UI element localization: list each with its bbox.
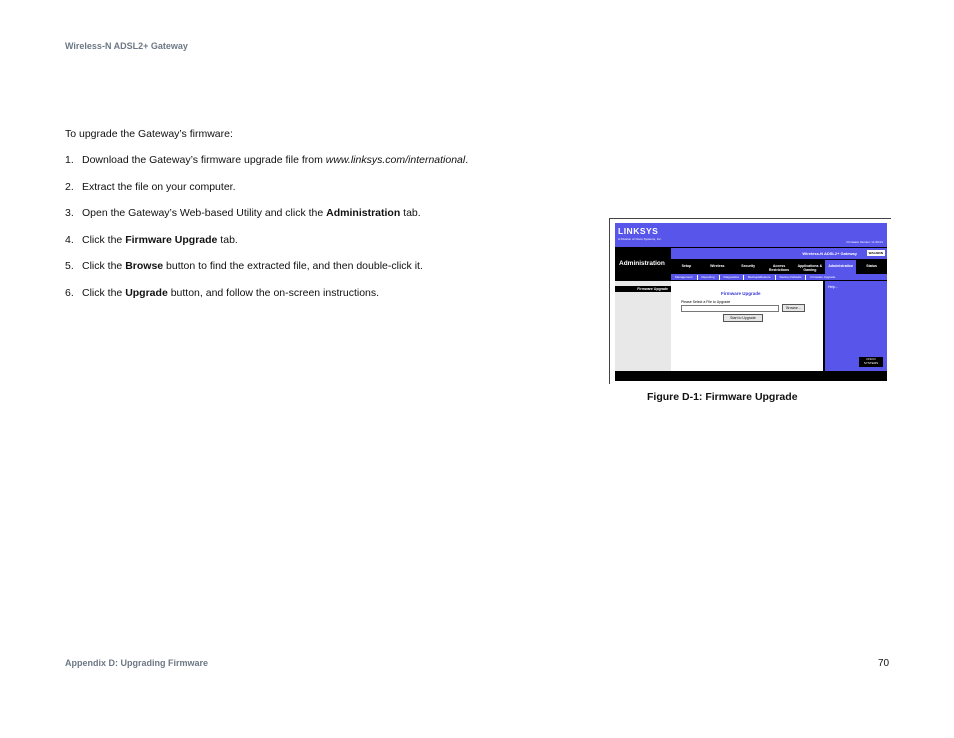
section-label: Administration [619,260,665,267]
step-number: 3. [65,207,74,219]
step-number: 2. [65,180,74,193]
page-number: 70 [878,658,890,669]
step-item [65,260,585,287]
link-text: www.linksys.com/international [325,154,466,166]
step-text: Open the Gateway’s Web-based Utility and click the Administration tab. [82,207,421,219]
subtab-firmware-upgrade[interactable]: Firmware Upgrade [810,274,836,279]
tab-access-restrictions[interactable]: Access Restrictions [768,264,790,272]
router-ui-screenshot [615,223,887,381]
tab-administration[interactable]: Administration [825,260,856,274]
step-text: Click the Firmware Upgrade tab. [82,233,238,246]
tab-wireless[interactable]: Wireless [710,264,725,268]
subtab-reporting[interactable]: Reporting [698,275,720,280]
file-select-label: Please Select a File to Upgrade [681,300,731,304]
step-number: 6. [65,286,74,299]
step-item [65,154,585,181]
step-item [65,181,585,208]
file-path-input[interactable] [681,305,779,312]
main-tabs [671,260,887,274]
figure-screenshot [609,218,891,384]
cisco-logo: CISCO SYSTEMS [859,357,883,367]
brand-bar [615,223,887,247]
tab-status[interactable]: Status [866,264,877,268]
steps-list [65,154,585,313]
subtab-diagnostics[interactable]: Diagnostics [720,275,745,280]
step-text: Click the Browse button to find the extracted file, and then double-click it. [82,260,423,272]
linksys-logo: LINKSYS [618,226,659,236]
subtab-backup-restore[interactable]: Backup&Restore [744,275,776,280]
running-header: Wireless-N ADSL2+ Gateway [65,41,188,51]
bottom-bar [615,371,887,381]
sub-tabs [671,274,887,280]
product-bar [671,248,887,259]
figure-caption: Figure D-1: Firmware Upgrade [647,391,798,403]
tab-applications-gaming[interactable]: Applications & Gaming [797,264,823,272]
firmware-version: Firmware Version: v1.00.01 [846,240,883,244]
help-column [823,281,887,371]
step-item [65,234,585,261]
step-item [65,287,585,314]
logo-subtitle: A Division of Cisco Systems, Inc. [618,237,662,241]
tab-security[interactable]: Security [741,264,756,268]
left-section-label: Firmware Upgrade [615,286,671,292]
footer-chapter: Appendix D: Upgrading Firmware [65,658,209,668]
step-text: Extract the file on your computer. [82,180,236,193]
start-upgrade-button[interactable]: Start to Upgrade [723,314,763,322]
left-column [615,281,671,371]
intro-text: To upgrade the Gateway’s firmware: [65,128,233,140]
tab-setup[interactable]: Setup [681,264,692,268]
product-name: Wireless-N ADSL2+ Gateway [802,251,857,256]
subtab-factory-defaults[interactable]: Factory Defaults [776,275,807,280]
content-area [671,281,823,371]
help-link[interactable]: Help... [828,285,839,289]
step-number: 1. [65,154,74,166]
step-number: 5. [65,260,74,272]
browse-button[interactable]: Browse... [782,304,805,312]
subtab-management[interactable]: Management [671,275,698,280]
step-text: Download the Gateway’s firmware upgrade file from www.linksys.com/international. [82,154,469,166]
model-number: WAG300N [868,251,883,255]
content-title: Firmware Upgrade [721,291,761,296]
step-number: 4. [65,233,74,246]
step-text: Click the Upgrade button, and follow the on-screen instructions. [82,286,380,299]
step-item [65,207,585,234]
